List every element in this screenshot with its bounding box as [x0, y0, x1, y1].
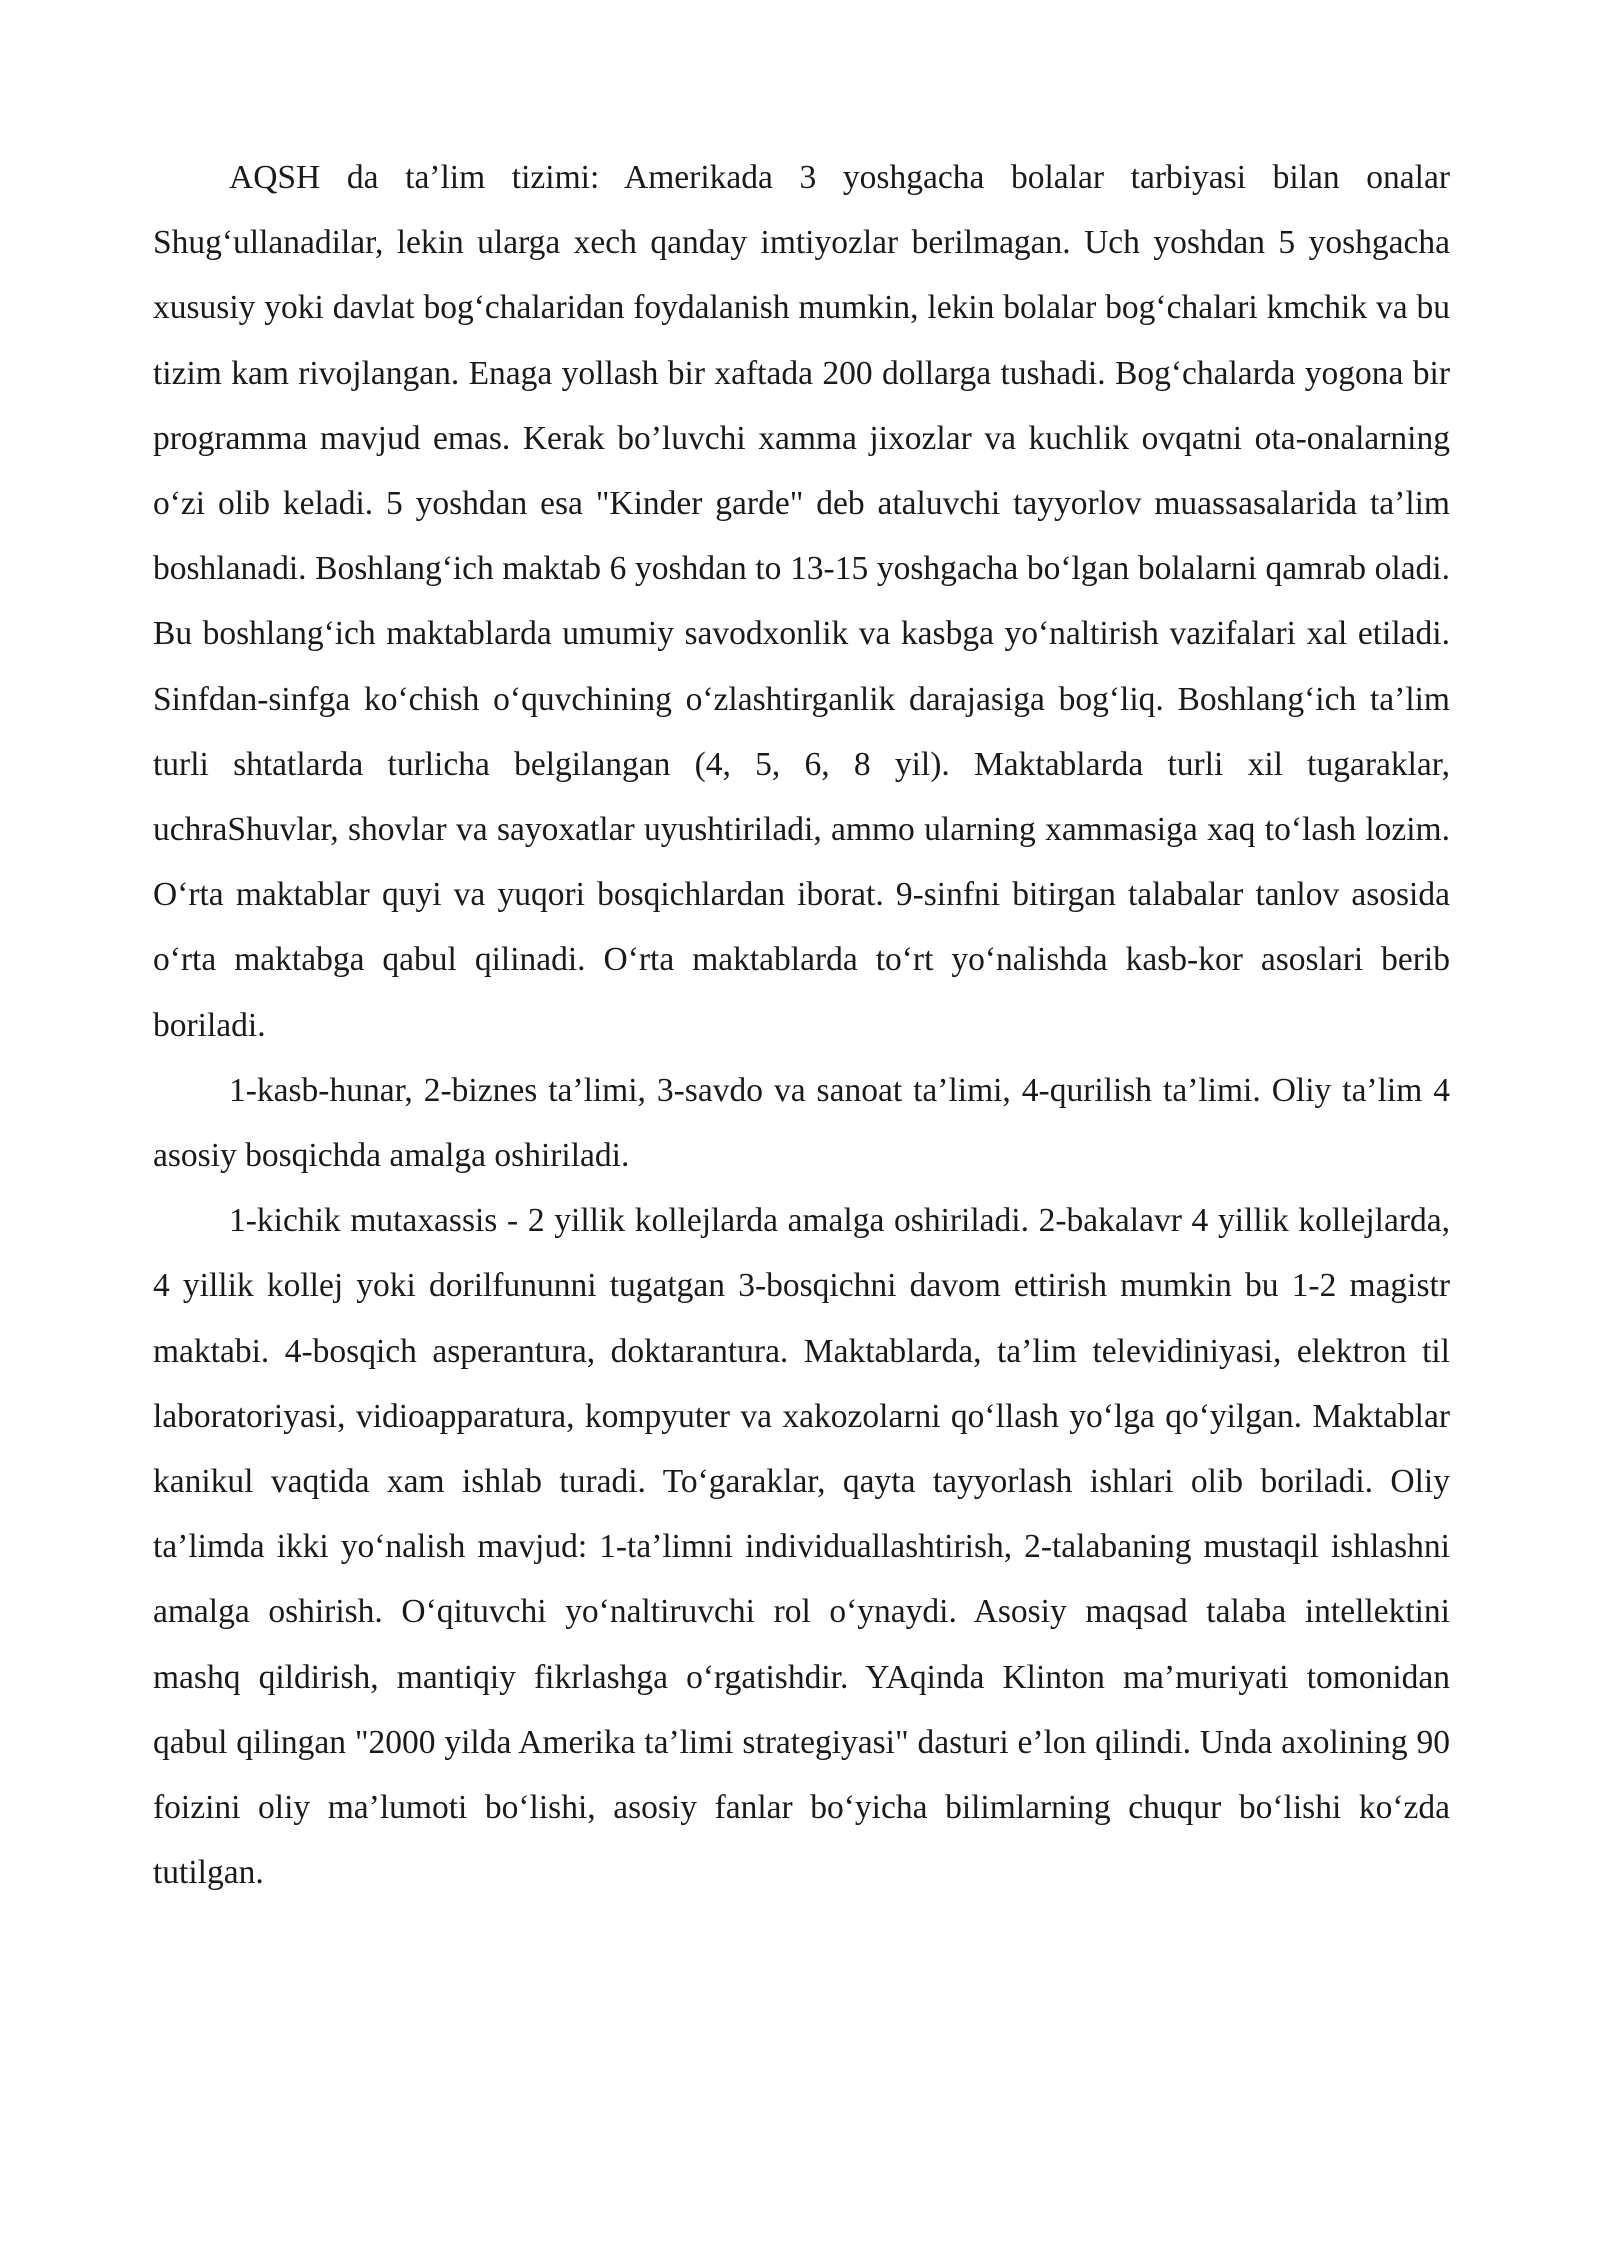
document-body: [153, 145, 1450, 1905]
paragraph-higher-education: 1-kichik mutaxassis - 2 yillik kollejlarda amalga oshiriladi. 2-bakalavr 4 yillik kollejlarda, 4 yillik kollej yoki dorilfununni tugatgan 3-bosqichni davom ettirish mumkin bu 1-2 magistr maktabi. 4-bosqich asperantura, doktarantura. Maktablarda, ta’lim televidiniyasi, elektron til laboratoriyasi, vidioapparatura, kompyuter va xakozolarni qo‘llash yo‘lga qo‘yilgan. Maktablar kanikul vaqtida xam ishlab turadi. To‘garaklar, qayta tayyorlash ishlari olib boriladi. Oliy ta’limda ikki yo‘nalish mavjud: 1-ta’limni individuallashtirish, 2-talabaning mustaqil ishlashni amalga oshirish. O‘qituvchi yo‘naltiruvchi rol o‘ynaydi. Asosiy maqsad talaba intellektini mashq qildirish, mantiqiy fikrlashga o‘rgatishdir. YAqinda Klinton ma’muriyati tomonidan qabul qilingan "2000 yilda Amerika ta’limi strategiyasi" dasturi e’lon qilindi. Unda axolining 90 foizini oliy ma’lumoti bo‘lishi, asosiy fanlar bo‘yicha bilimlarning chuqur bo‘lishi ko‘zda tutilgan.: [153, 1202, 1450, 1892]
paragraph-education-system: AQSH da ta’lim tizimi: Amerikada 3 yoshgacha bolalar tarbiyasi bilan onalar Shug‘ullanadilar, lekin ularga xech qanday imtiyozlar berilmagan. Uch yoshdan 5 yoshgacha xususiy yoki davlat bog‘chalaridan foydalanish mumkin, lekin bolalar bog‘chalari kmchik va bu tizim kam rivojlangan. Enaga yollash bir xaftada 200 dollarga tushadi. Bog‘chalarda yogona bir programma mavjud emas. Kerak bo’luvchi xamma jixozlar va kuchlik ovqatni ota-onalarning o‘zi olib keladi. 5 yoshdan esa "Kinder garde" deb ataluvchi tayyorlov muassasalarida ta’lim boshlanadi. Boshlang‘ich maktab 6 yoshdan to 13-15 yoshgacha bo‘lgan bolalarni qamrab oladi. Bu boshlang‘ich maktablarda umumiy savodxonlik va kasbga yo‘naltirish vazifalari xal etiladi. Sinfdan-sinfga ko‘chish o‘quvchining o‘zlashtirganlik darajasiga bog‘liq. Boshlang‘ich ta’lim turli shtatlarda turlicha belgilangan (4, 5, 6, 8 yil). Maktablarda turli xil tugaraklar, uchraShuvlar, shovlar va sayoxatlar uyushtiriladi, ammo ularning xammasiga xaq to‘lash lozim. O‘rta maktablar quyi va yuqori bosqichlardan iborat. 9-sinfni bitirgan talabalar tanlov asosida o‘rta maktabga qabul qilinadi. O‘rta maktablarda to‘rt yo‘nalishda kasb-kor asoslari berib boriladi.: [153, 159, 1450, 1044]
paragraph-vocational-directions: 1-kasb-hunar, 2-biznes ta’limi, 3-savdo va sanoat ta’limi, 4-qurilish ta’limi. Oliy ta’lim 4 asosiy bosqichda amalga oshiriladi.: [153, 1071, 1450, 1175]
